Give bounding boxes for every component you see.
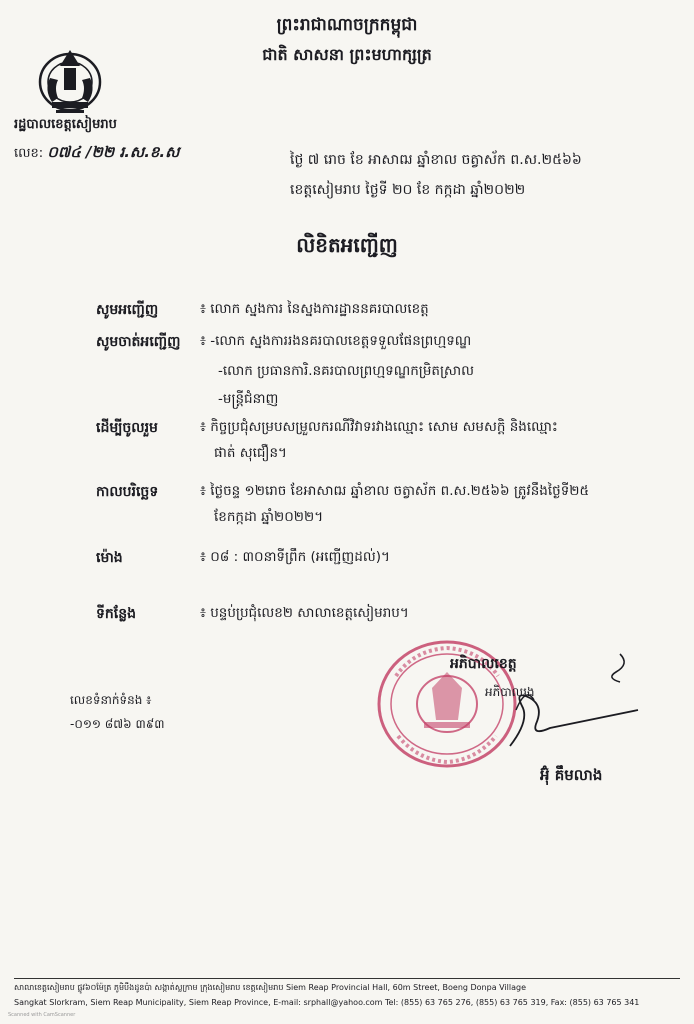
signatory-subtitle: អភិបាលរង [485,685,535,699]
invite-value: ៖ លោក ស្នងការ នៃស្នងការដ្ឋាននគរបាលខេត្ត [200,301,429,317]
reference-label: លេខ: [14,146,44,161]
date-value-1: ៖ ថ្ងៃចន្ទ ១២រោច ខែអាសាឍ ឆ្នាំខាល ចត្វាស័ក ព.ស.២៥៦៦ ត្រូវនឹងថ្ងៃទី២៥ [200,483,590,499]
assign-value-1: ៖ -លោក ស្នងការរងនគរបាលខេត្តទទួលផែនព្រហ្មទណ្ឌ [200,333,472,349]
national-motto: ជាតិ សាសនា ព្រះមហាក្សត្រ [262,45,432,64]
time-label: ម៉ោង [96,550,123,566]
invite-label: សូមអញ្ជើញ [96,302,159,318]
footer-contact: Sangkat Slorkram, Siem Reap Municipality, Siem Reap Province, E-mail: srphall@yahoo.com Tel: (855) 63 765 276, (855) 63 765 319, Fax: (855) 63 765 341 [14,998,640,1007]
kingdom-title: ព្រះរាជាណាចក្រកម្ពុជា [276,15,418,35]
contact-phone: -០១១ ៨៧៦ ៣៩៣ [70,717,165,731]
footer-divider [14,978,680,979]
solar-date: ខេត្តសៀមរាប ថ្ងៃទី ២០ ខែ កក្កដា ឆ្នាំ២០២២ [290,182,526,198]
document-title: លិខិតអញ្ជើញ [296,233,398,257]
purpose-value-2: ផាត់ សុជឿន។ [214,445,287,461]
time-value: ៖ ០៨ : ៣០នាទីព្រឹក (អញ្ជើញដល់)។ [200,549,390,565]
assign-label: សូមចាត់អញ្ជើញ [96,334,181,350]
contact-label: លេខទំនាក់ទំនង ៖ [70,693,152,707]
lunar-date: ថ្ងៃ ៧ រោច ខែ អាសាឍ ឆ្នាំខាល ចត្វាស័ក ព.ស.២៥៦៦ [290,152,582,168]
scanner-watermark: Scanned with CamScanner [8,1012,76,1018]
place-label: ទីកន្លែង [96,606,136,622]
reference-number [14,143,179,165]
date-label: កាលបរិច្ឆេទ [96,484,159,500]
signatory-name: អ៊ុំ គឹមលាង [540,766,603,784]
purpose-label: ដើម្បីចូលរួម [96,420,158,436]
assign-value-3: -មន្ត្រីជំនាញ [218,391,279,407]
date-value-2: ខែកក្កដា ឆ្នាំ២០២២។ [214,509,324,525]
purpose-value-1: ៖ កិច្ចប្រជុំសម្របសម្រួលករណីវិវាទរវាងឈ្មោះ សោម សមសក្តិ និងឈ្មោះ [200,419,558,435]
handwritten-signature [470,650,650,760]
signatory-title: អភិបាលខេត្ត [450,656,517,672]
footer-address: សាលាខេត្តសៀមរាប ផ្លូវ៦០ម៉ែត្រ ភូមិបឹងដូនប៉ា សង្កាត់ស្លក្រាម ក្រុងសៀមរាប ខេត្តសៀមរាប Siem Reap Provincial Hall, 60m Street, Boeng Donpa Village [14,983,527,992]
issuing-authority: រដ្ឋបាលខេត្តសៀមរាប [14,117,117,132]
assign-value-2: -លោក ប្រធានការិ.នគរបាលព្រហ្មទណ្ឌកម្រិតស្រាល [218,363,474,379]
place-value: ៖ បន្ទប់ប្រជុំលេខ២ សាលាខេត្តសៀមរាប។ [200,605,409,621]
royal-coat-of-arms-icon [34,44,106,116]
reference-value: ០៧៤ /២២ រ.ស.ខ.ស [47,143,180,161]
